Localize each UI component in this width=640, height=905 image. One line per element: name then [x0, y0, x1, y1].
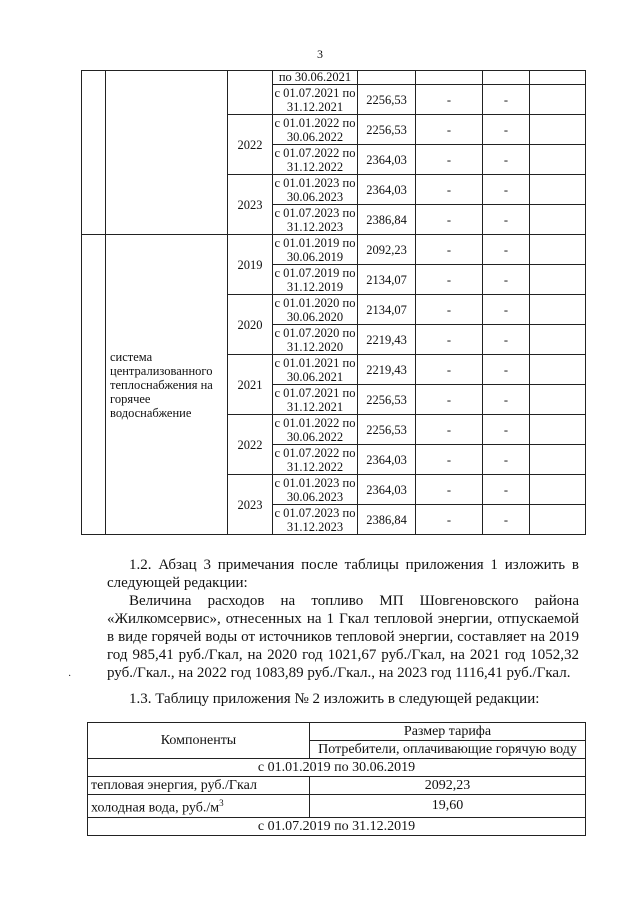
value-cell: 2256,53: [358, 85, 416, 115]
period-cell: с 01.07.2022 по 31.12.2022: [274, 145, 356, 174]
margin-mark: ·: [68, 671, 72, 682]
dash-cell: -: [416, 385, 483, 415]
system-cell: [106, 71, 228, 235]
paragraph-quote: Величина расходов на топливо МП Шовгеновского района «Жилкомсервис», отнесенных на 1 Гкал тепловой энергии, отпускаемой в виде горячей воды от источников тепловой энергии, составляет на 2019 год 985,41 руб./Гкал, на 2020 год 1021,67 руб./Гкал, на 2021 год 1052,32 руб./Гкал., на 2022 год 1083,89 руб./Гкал., на 2023 год 1116,41 руб./Гкал.: [107, 593, 579, 681]
empty-cell: [530, 235, 586, 265]
empty-cell: [530, 175, 586, 205]
value-cell: 2386,84: [358, 505, 416, 535]
dash-cell: -: [416, 415, 483, 445]
value-cell: 2256,53: [358, 415, 416, 445]
year-cell: 2022: [228, 115, 273, 175]
row-number-cell: [82, 71, 106, 235]
water-label-sup: 3: [219, 798, 224, 808]
heat-value: 2092,23: [310, 777, 586, 795]
dash-cell: -: [416, 355, 483, 385]
year-cell: 2023: [228, 175, 273, 235]
dash-cell: -: [416, 295, 483, 325]
row-number-cell: [82, 235, 106, 535]
empty-cell: [530, 295, 586, 325]
empty-cell: [530, 505, 586, 535]
dash-cell: [416, 71, 483, 85]
period-row: с 01.07.2019 по 31.12.2019: [88, 817, 586, 835]
dash-cell: -: [483, 205, 530, 235]
period-cell: с 01.07.2020 по 31.12.2020: [274, 325, 356, 354]
period-cell: с 01.07.2019 по 31.12.2019: [274, 265, 356, 294]
empty-cell: [530, 385, 586, 415]
dash-cell: -: [416, 325, 483, 355]
dash-cell: -: [483, 175, 530, 205]
period-cell: по 30.06.2021: [273, 71, 358, 85]
tariff-table-2: [87, 722, 586, 836]
empty-cell: [530, 415, 586, 445]
paragraph-1-2: 1.2. Абзац 3 примечания после таблицы приложения 1 изложить в следующей редакции:: [107, 557, 579, 591]
paragraph-1-3: 1.3. Таблицу приложения № 2 изложить в следующей редакции:: [129, 691, 540, 707]
period-cell: с 01.01.2020 по 30.06.2020: [274, 295, 356, 324]
empty-cell: [530, 145, 586, 175]
empty-cell: [530, 205, 586, 235]
dash-cell: -: [416, 175, 483, 205]
period-row: с 01.01.2019 по 30.06.2019: [88, 759, 586, 777]
header-consumers: Потребители, оплачивающие горячую воду: [310, 741, 586, 759]
dash-cell: -: [483, 85, 530, 115]
year-cell: 2020: [228, 295, 273, 355]
dash-cell: -: [483, 325, 530, 355]
value-cell: 2219,43: [358, 325, 416, 355]
dash-cell: -: [416, 115, 483, 145]
table-row: [82, 235, 586, 265]
period-cell: с 01.01.2019 по 30.06.2019: [274, 235, 356, 264]
value-cell: [358, 71, 416, 85]
value-cell: 2386,84: [358, 205, 416, 235]
value-cell: 2092,23: [358, 235, 416, 265]
value-cell: 2364,03: [358, 145, 416, 175]
water-value: 19,60: [310, 795, 586, 818]
empty-cell: [530, 475, 586, 505]
dash-cell: -: [483, 145, 530, 175]
body-text: [107, 556, 579, 682]
period-cell: с 01.01.2022 по 30.06.2022: [274, 115, 356, 144]
period-cell: с 01.07.2021 по 31.12.2021: [274, 85, 356, 114]
period-cell: с 01.07.2023 по 31.12.2023: [274, 505, 356, 534]
dash-cell: -: [416, 205, 483, 235]
value-cell: 2256,53: [358, 385, 416, 415]
value-cell: 2256,53: [358, 115, 416, 145]
year-cell: 2023: [228, 475, 273, 535]
dash-cell: -: [416, 235, 483, 265]
header-components: Компоненты: [88, 723, 310, 759]
water-label: [88, 795, 310, 818]
water-label-text: холодная вода, руб./м: [91, 800, 220, 816]
header-tariff: Размер тарифа: [310, 723, 586, 741]
year-cell: 2019: [228, 235, 273, 295]
empty-cell: [530, 85, 586, 115]
value-cell: 2134,07: [358, 265, 416, 295]
empty-cell: [530, 265, 586, 295]
heat-label: тепловая энергия, руб./Гкал: [88, 777, 310, 795]
value-cell: 2134,07: [358, 295, 416, 325]
dash-cell: -: [416, 85, 483, 115]
empty-cell: [530, 115, 586, 145]
dash-cell: -: [483, 505, 530, 535]
dash-cell: [483, 71, 530, 85]
dash-cell: -: [416, 265, 483, 295]
dash-cell: -: [483, 295, 530, 325]
dash-cell: -: [416, 475, 483, 505]
dash-cell: -: [416, 445, 483, 475]
period-cell: с 01.07.2021 по 31.12.2021: [274, 385, 356, 414]
empty-cell: [530, 355, 586, 385]
dash-cell: -: [483, 355, 530, 385]
empty-cell: [530, 71, 586, 85]
value-cell: 2364,03: [358, 475, 416, 505]
dash-cell: -: [483, 265, 530, 295]
period-cell: с 01.01.2021 по 30.06.2021: [274, 355, 356, 384]
year-cell: 2022: [228, 415, 273, 475]
dash-cell: -: [483, 385, 530, 415]
dash-cell: -: [483, 235, 530, 265]
dash-cell: -: [483, 115, 530, 145]
period-cell: с 01.01.2023 по 30.06.2023: [274, 475, 356, 504]
year-cell: [228, 71, 273, 115]
value-cell: 2219,43: [358, 355, 416, 385]
page-number: 3: [317, 47, 323, 61]
period-cell: с 01.01.2023 по 30.06.2023: [274, 175, 356, 204]
period-cell: с 01.01.2022 по 30.06.2022: [274, 415, 356, 444]
period-cell: с 01.07.2023 по 31.12.2023: [274, 205, 356, 234]
dash-cell: -: [483, 415, 530, 445]
empty-cell: [530, 445, 586, 475]
value-cell: 2364,03: [358, 175, 416, 205]
tariff-table: [81, 70, 586, 535]
dash-cell: -: [416, 145, 483, 175]
dash-cell: -: [483, 475, 530, 505]
dash-cell: -: [483, 445, 530, 475]
dash-cell: -: [416, 505, 483, 535]
empty-cell: [530, 325, 586, 355]
value-cell: 2364,03: [358, 445, 416, 475]
system-label: система централизованного теплоснабжения на горячее водоснабжение: [106, 235, 228, 535]
year-cell: 2021: [228, 355, 273, 415]
period-cell: с 01.07.2022 по 31.12.2022: [274, 445, 356, 474]
table-row: [82, 71, 586, 85]
